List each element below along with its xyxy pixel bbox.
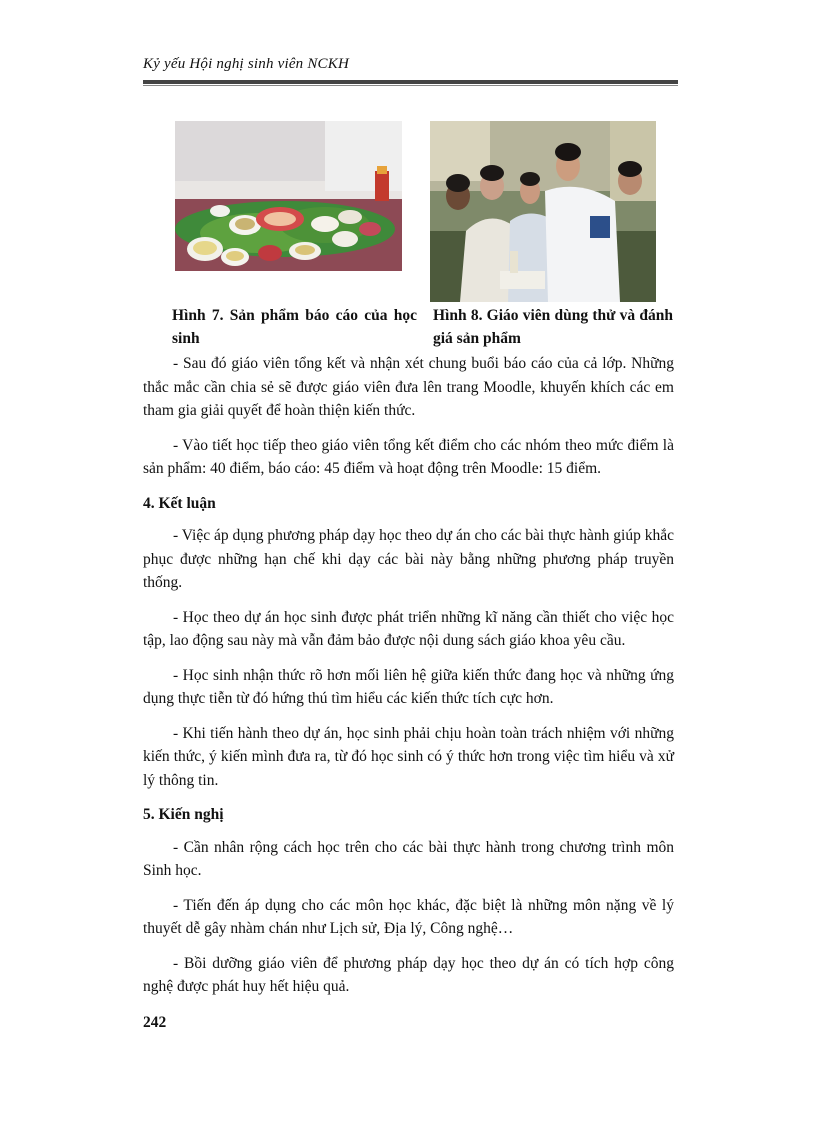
paragraph: - Tiến đến áp dụng cho các môn học khác, đặc biệt là những môn nặng về lý thuyết dễ gây nhàm chán như Lịch sử, Địa lý, Công nghệ…: [143, 896, 674, 937]
paragraph: - Vào tiết học tiếp theo giáo viên tổng kết điểm cho các nhóm theo mức điểm là sản phẩm: 40 điểm, báo cáo: 45 điểm và hoạt động trên Moodle: 15 điểm.: [143, 436, 674, 477]
paragraph: - Sau đó giáo viên tổng kết và nhận xét chung buổi báo cáo của cả lớp. Những thắc mắc cần chia sẻ sẽ được giáo viên đưa lên trang Moodle, khuyến khích các em tham gia giải quyết để hoàn thiện kiến thức.: [143, 355, 674, 419]
figure-7-photo: [175, 121, 402, 271]
paragraph: - Cần nhân rộng cách học trên cho các bài thực hành trong chương trình môn Sinh học.: [143, 838, 674, 879]
paragraph: - Việc áp dụng phương pháp dạy học theo dự án cho các bài thực hành giúp khắc phục được những hạn chế khi dạy các bài này bằng những phương pháp truyền thống.: [143, 527, 674, 591]
figure-7-caption: Hình 7. Sản phẩm báo cáo của học sinh: [172, 307, 417, 347]
body-text: [143, 352, 674, 1010]
header-rule-thin: [143, 85, 678, 86]
paragraph: - Bồi dưỡng giáo viên để phương pháp dạy học theo dự án có tích hợp công nghệ được phát huy hết hiệu quả.: [143, 954, 674, 995]
figure-8-caption: Hình 8. Giáo viên dùng thử và đánh giá sản phẩm: [433, 307, 673, 347]
page-number: 242: [143, 1014, 167, 1031]
header-rule: [143, 80, 678, 84]
paragraph: - Học sinh nhận thức rõ hơn mối liên hệ giữa kiến thức đang học và những ứng dụng thực tiễn từ đó hứng thú tìm hiểu các kiến thức tích cực hơn.: [143, 666, 674, 707]
paragraph: - Khi tiến hành theo dự án, học sinh phải chịu hoàn toàn trách nhiệm với những kiến thức, ý kiến mình đưa ra, từ đó học sinh có ý thức hơn trong việc tìm hiểu và xử lý thông tin.: [143, 724, 674, 789]
paragraph: - Học theo dự án học sinh được phát triển những kĩ năng cần thiết cho việc học tập, lao động sau này mà vẫn đảm bảo được nội dung sách giáo khoa yêu cầu.: [143, 608, 674, 649]
section-heading-recommendations: 5. Kiến nghị: [143, 806, 224, 823]
section-heading-conclusion: 4. Kết luận: [143, 494, 216, 512]
running-header: Kỷ yếu Hội nghị sinh viên NCKH: [143, 56, 349, 72]
figure-8-photo: [430, 121, 656, 302]
